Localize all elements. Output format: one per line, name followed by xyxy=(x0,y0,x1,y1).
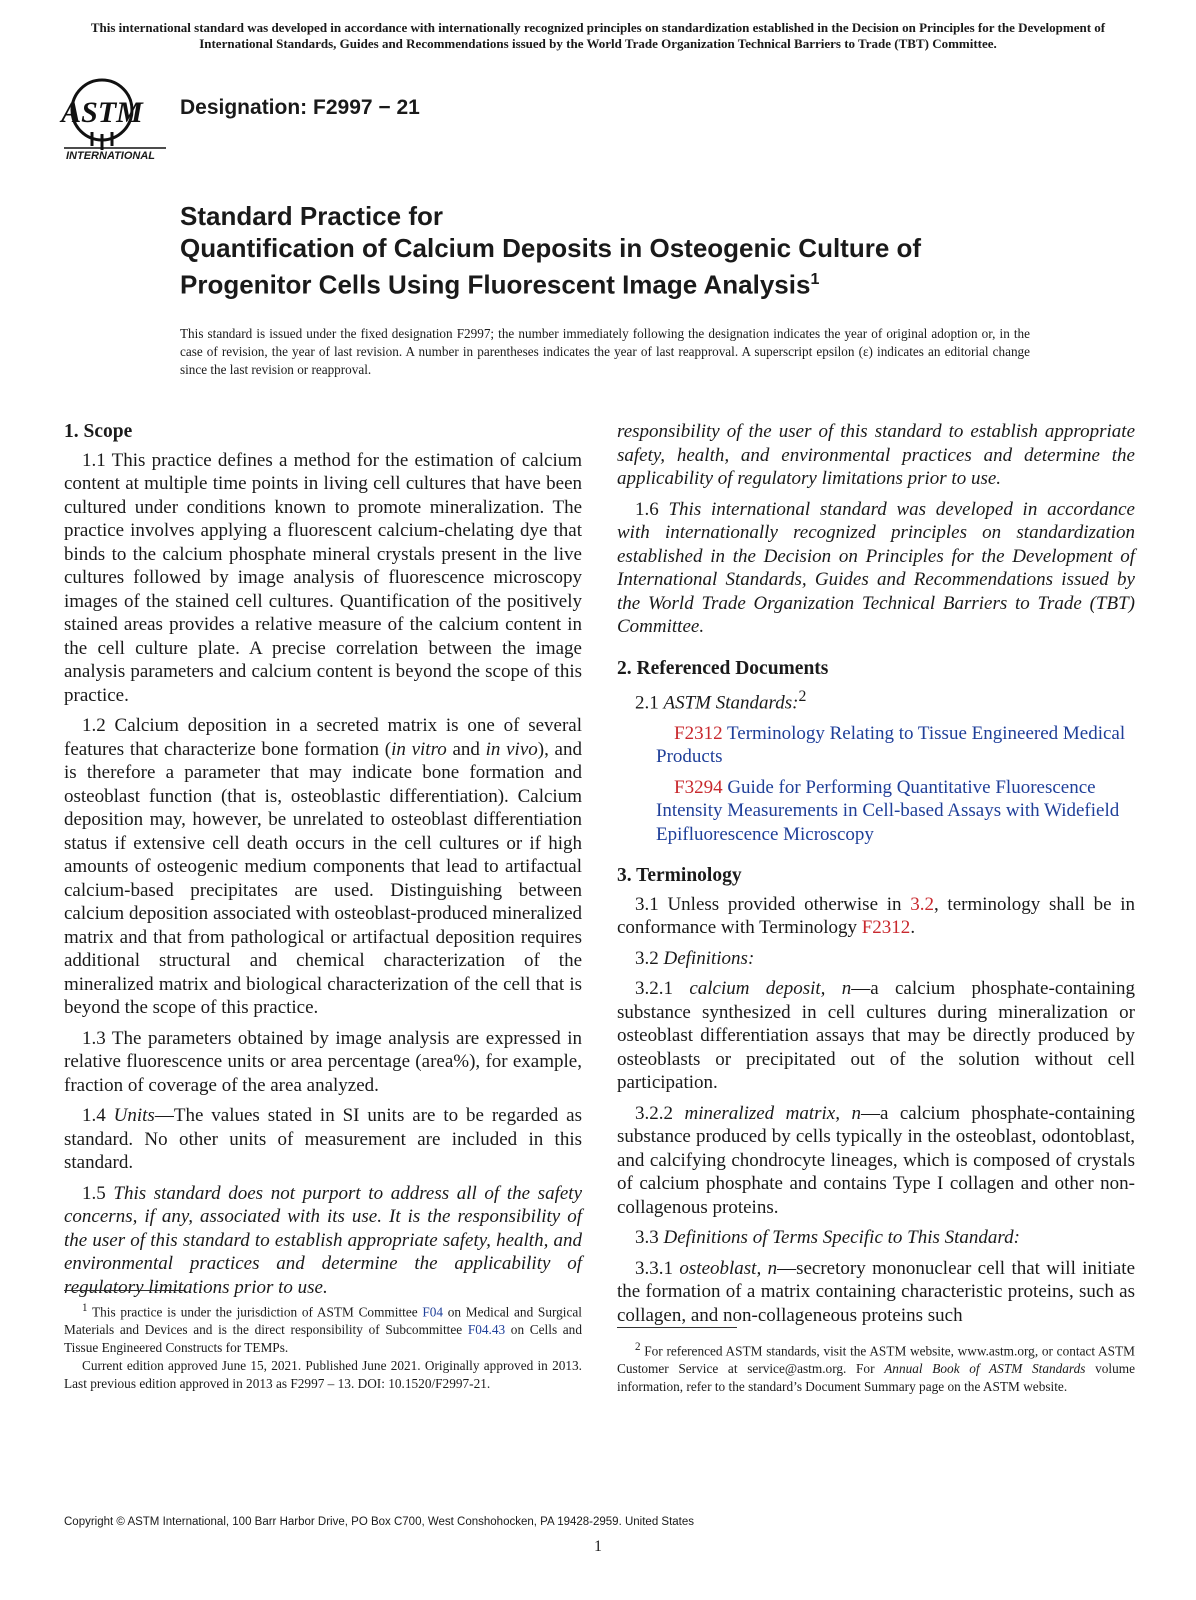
ref-f2312 xyxy=(617,722,1135,769)
para-3-2: 3.2 Definitions: xyxy=(635,947,755,969)
para-1-1: 1.1 This practice defines a method for the estimation of calcium content at multiple time points in living cell cultures that have been cultured under conditions known to promote mineralization. The practice involves applying a fluorescent calcium-chelating dye that binds to the calcium phosphate mineral crystals present in the live cultures followed by image analysis of fluorescence microscopy images of the stained cell cultures. Quantification of the positively stained areas provides a relative measure of the calcium content in the cell culture plate. A precise correlation between the image analysis parameters and calcium content is beyond the scope of this practice. xyxy=(64,449,582,706)
footnote-2 xyxy=(617,1327,1135,1396)
footnote-1-edition: Current edition approved June 15, 2021. Published June 2021. Originally approved in 2013. Last previous edition approved in 2013 as F2997 – 13. DOI: 10.1520/F2997-21. xyxy=(64,1358,582,1392)
para-1-4: 1.4 Units—The values stated in SI units are to be regarded as standard. No other units of measurement are included in this standard. xyxy=(64,1105,582,1173)
ref-f3294 xyxy=(617,776,1135,847)
xref-f2312-link[interactable]: F2312 xyxy=(861,917,911,939)
title-line-2: Quantification of Calcium Deposits in Osteogenic Culture of xyxy=(180,233,922,263)
footnote-2-text: $^2$ For referenced ASTM standards, visit the ASTM website, www.astm.org, or contact ASTM Customer Service at service@astm.org. For Annual Book of ASTM Standards volume information, refer to the standard’s Document Summary page on the ASTM website. xyxy=(617,1341,1135,1395)
para-2-1: 2.1 ASTM Standards:$^2$ xyxy=(635,688,807,714)
svg-text:ASTM: ASTM xyxy=(61,96,143,129)
section-1-heading: 1. Scope xyxy=(64,421,133,442)
right-column xyxy=(617,420,1135,1334)
footnote-1 xyxy=(64,1290,582,1393)
para-1-3: 1.3 The parameters obtained by image analysis are expressed in relative fluorescence units or area percentage (area%), for example, fraction of coverage of the area analyzed. xyxy=(64,1027,582,1096)
document-title xyxy=(180,200,1080,301)
para-1-5: 1.5 This standard does not purport to address all of the safety concerns, if any, associated with its use. It is the responsibility of the user of this standard to establish appropriate safety, health, and environmental practices and determine the applicability of regulatory limitations prior to use. xyxy=(64,1182,582,1298)
title-line-1: Standard Practice for xyxy=(180,201,443,231)
para-1-2: 1.2 Calcium deposition in a secreted matrix is one of several features that characterize bone formation (in vitro and in vivo), and is therefore a parameter that may indicate bone formation and osteoblast function (that is, osteoblastic differentiation). Calcium deposition may, however, be unrelated to osteoblast differentiation status if extensive cell death occurs in the cell cultures or if high amounts of osteogenic medium components that lead to artifactual calcium-based precipitates are used. Distinguishing between calcium deposition associated with osteoblast-produced mineralized matrix and that from pathological or artifactual deposition requires additional structural and chemical characterization of the mineralized matrix and biological characterization of the cell that is beyond the scope of this practice. xyxy=(64,715,582,1018)
designation: Designation: F2997 − 21 xyxy=(180,96,420,119)
para-3-1: 3.1 Unless provided otherwise in 3.2, terminology shall be in conformance with Terminology F2312. xyxy=(617,893,1136,939)
para-3-2-2: 3.2.2 mineralized matrix, n—a calcium phosphate-containing substance produced by cells typically in the osteoblast, odontoblast, and calcifying chondrocyte lineages, which is composed of crystals of calcium phosphate and contains Type I collagen and other non-collagenous proteins. xyxy=(617,1102,1136,1218)
copyright: Copyright © ASTM International, 100 Barr Harbor Drive, PO Box C700, West Conshohocken, PA 19428-2959. United States xyxy=(64,1516,695,1528)
issue-note: This standard is issued under the fixed designation F2997; the number immediately following the designation indicates the year of original adoption or, in the case of revision, the year of last revision. A number in parentheses indicates the year of last reapproval. A superscript epsilon (ε) indicates an editorial change since the last revision or reapproval. xyxy=(180,326,1030,377)
title-footnote-mark: 1 xyxy=(810,271,820,288)
para-3-3-1: 3.3.1 osteoblast, n—secretory mononuclear cell that will initiate the formation of a matrix containing characteristic proteins, such as collagen, and non-collageneous proteins such xyxy=(617,1257,1136,1326)
subcommittee-link[interactable]: F04.43 xyxy=(467,1322,506,1338)
xref-3-2-link[interactable]: 3.2 xyxy=(910,893,934,915)
title-line-3: Progenitor Cells Using Fluorescent Image Analysis$^1$ xyxy=(180,269,820,300)
top-notice: This international standard was developed in accordance with internationally recognized principles on standardization established in the Decision on Principles for the Development of International Standards, Guides and Recommendations issued by the World Trade Organization Technical Barriers to Trade (TBT) Committee. xyxy=(90,20,1106,51)
ref-code-link[interactable]: F3294 xyxy=(674,776,723,798)
footnote-rule xyxy=(617,1327,737,1328)
para-1-5-continued: responsibility of the user of this standard to establish appropriate safety, health, and environmental practices and determine the applicability of regulatory limitations prior to use. xyxy=(617,421,1135,489)
footnote-rule xyxy=(64,1290,184,1291)
section-2-heading: 2. Referenced Documents xyxy=(617,657,829,679)
logo-subtext: INTERNATIONAL xyxy=(66,150,156,162)
ref-code-link[interactable]: F2312 xyxy=(674,722,723,744)
ref-title-link[interactable]: Terminology Relating to Tissue Engineered Medical Products xyxy=(656,722,1126,768)
left-column xyxy=(64,420,582,1298)
footnote-1-text: $^1$ This practice is under the jurisdiction of ASTM Committee F04 on Medical and Surgical Materials and Devices and is the direct responsibility of Subcommittee F04.43 on Cells and Tissue Engineered Constructs for TEMPs. xyxy=(64,1302,582,1356)
section-3-heading: 3. Terminology xyxy=(617,865,742,887)
ref-title-link[interactable]: Guide for Performing Quantitative Fluorescence Intensity Measurements in Cell-based Assays with Widefield Epifluorescence Microscopy xyxy=(656,776,1120,845)
committee-f04-link[interactable]: F04 xyxy=(422,1304,444,1320)
astm-logo xyxy=(62,72,172,168)
para-1-6: 1.6 This international standard was developed in accordance with internationally recognized principles on standardization established in the Decision on Principles for the Development of International Standards, Guides and Recommendations issued by the World Trade Organization Technical Barriers to Trade (TBT) Committee. xyxy=(617,498,1135,637)
para-3-3: 3.3 Definitions of Terms Specific to This Standard: xyxy=(635,1227,1020,1249)
para-3-2-1: 3.2.1 calcium deposit, n—a calcium phosphate-containing substance synthesized in cell cultures during mineralization or osteoblast differentiation assays that may be directly produced by osteoblasts or precipitated out of the solution without cell participation. xyxy=(617,978,1136,1094)
page-number: 1 xyxy=(594,1538,602,1555)
